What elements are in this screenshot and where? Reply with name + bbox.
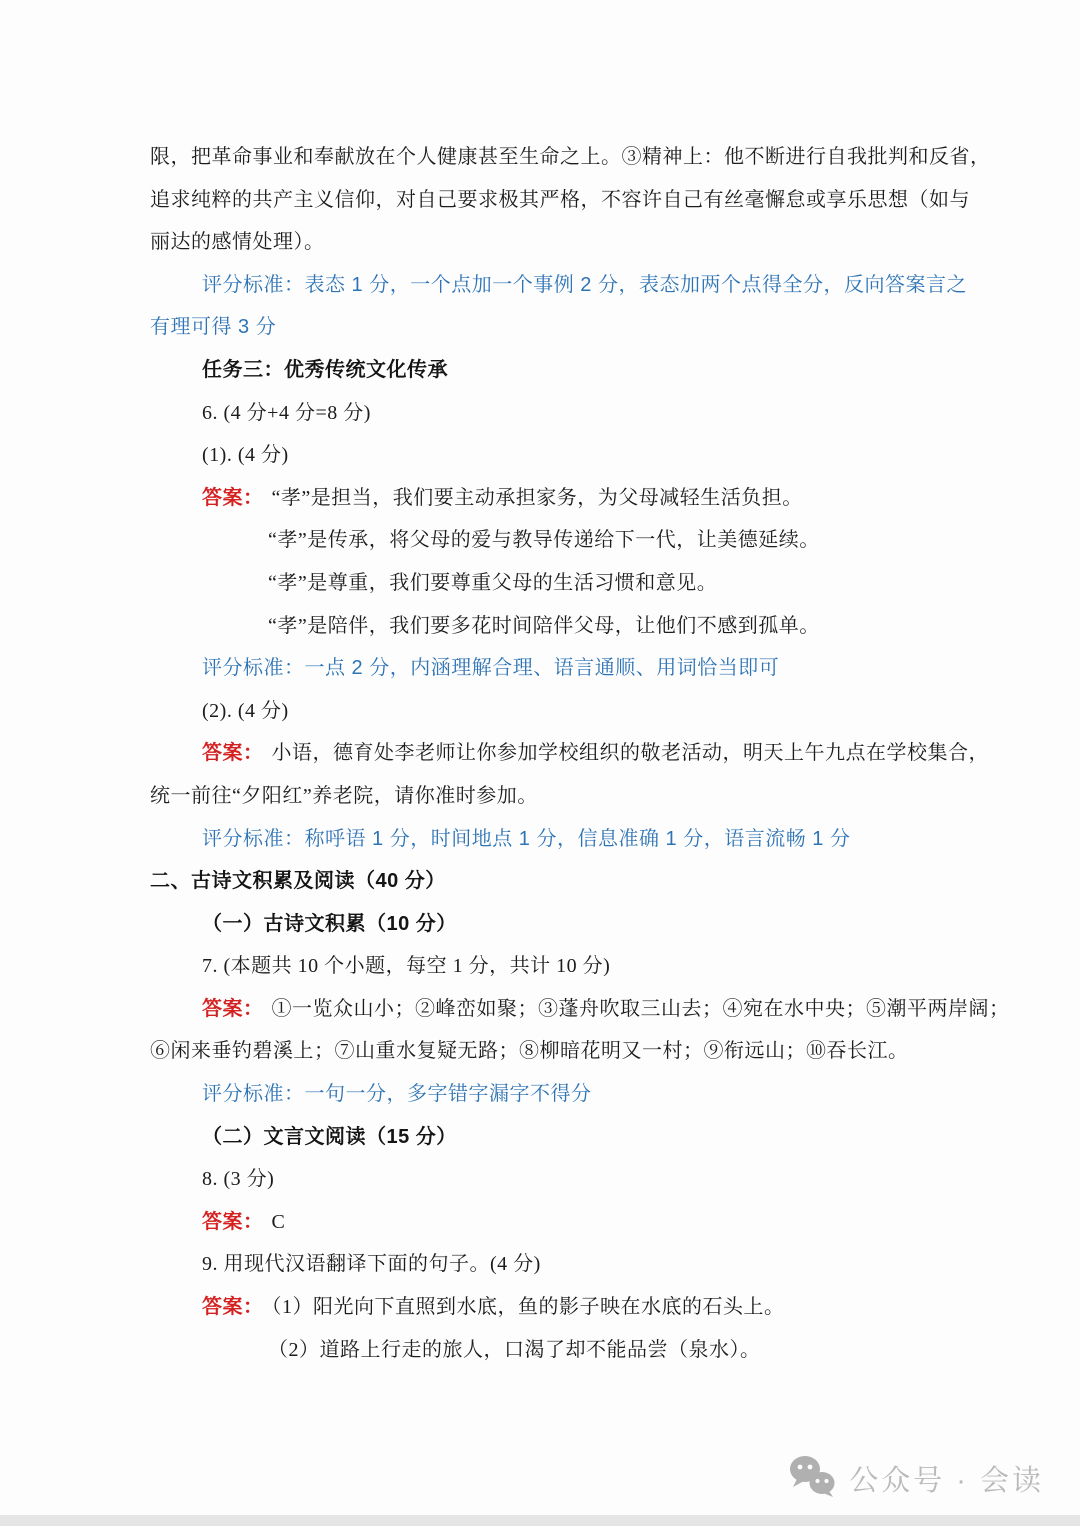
answer-continuation-line: 统一前往“夕阳红”养老院，请你准时参加。	[150, 784, 538, 807]
answer-key-document	[150, 136, 1010, 1371]
question-7-points: 7. (本题共 10 个小题，每空 1 分，共计 10 分)	[202, 955, 611, 978]
answer-continuation-line: “孝”是尊重，我们要尊重父母的生活习惯和意见。	[268, 571, 718, 594]
watermark-text: 公众号 · 会读	[849, 1465, 1044, 1497]
answer-label: 答案：	[202, 742, 264, 765]
page-bottom-edge	[0, 1515, 1080, 1526]
answer-text: “孝”是担当，我们要主动承担家务，为父母减轻生活负担。	[271, 486, 803, 509]
answer-line-q6-1	[150, 477, 950, 520]
scoring-standard-q6-2: 评分标准：称呼语 1 分，时间地点 1 分，信息准确 1 分，语言流畅 1 分	[202, 827, 851, 850]
question-9-prompt: 9. 用现代汉语翻译下面的句子。(4 分)	[202, 1253, 541, 1276]
paragraph-continuation-line: 限，把革命事业和奉献放在个人健康甚至生命之上。③精神上：他不断进行自我批判和反省，	[150, 146, 991, 168]
answer-text: 小语，德育处李老师让你参加学校组织的敬老活动，明天上午九点在学校集合，	[271, 742, 989, 765]
wechat-icon	[789, 1455, 835, 1502]
answer-continuation-line: “孝”是传承，将父母的爱与教导传递给下一代，让美德延续。	[268, 529, 820, 552]
task3-heading: 任务三：优秀传统文化传承	[202, 358, 448, 381]
scoring-standard-q7: 评分标准：一句一分，多字错字漏字不得分	[202, 1083, 592, 1106]
paragraph-continuation-line: 追求纯粹的共产主义信仰，对自己要求极其严格，不容许自己有丝毫懈怠或享乐思想（如与	[150, 188, 970, 211]
answer-line-q9	[150, 1286, 950, 1329]
answer-continuation-line: “孝”是陪伴，我们要多花时间陪伴父母，让他们不感到孤单。	[268, 614, 820, 637]
answer-continuation-line: ⑥闲来垂钓碧溪上；⑦山重水复疑无路；⑧柳暗花明又一村；⑨衔远山；⑩吞长江。	[150, 1040, 909, 1063]
answer-text: （1）阳光向下直照到水底，鱼的影子映在水底的石头上。	[271, 1296, 785, 1319]
question-8-points: 8. (3 分)	[202, 1168, 275, 1191]
answer-label: 答案：	[202, 1296, 264, 1319]
watermark-footer	[789, 1455, 1044, 1502]
question-6-part2: (2). (4 分)	[202, 699, 289, 722]
answer-line-q8	[150, 1201, 950, 1244]
answer-line-q6-2	[150, 732, 989, 775]
subsection-2-heading: （二）文言文阅读（15 分）	[202, 1125, 457, 1148]
answer-label: 答案：	[202, 1210, 264, 1233]
paragraph-continuation-line: 丽达的感情处理）。	[150, 231, 325, 254]
question-6-points: 6. (4 分+4 分=8 分)	[202, 401, 371, 424]
scoring-standard-q6-1: 评分标准：一点 2 分，内涵理解合理、语言通顺、用词恰当即可	[202, 657, 780, 680]
answer-label: 答案：	[202, 997, 264, 1020]
section2-heading: 二、古诗文积累及阅读（40 分）	[150, 870, 446, 893]
answer-text: C	[271, 1210, 286, 1233]
scoring-standard-q5-continuation: 有理可得 3 分	[150, 316, 277, 339]
answer-label: 答案：	[202, 486, 264, 509]
answer-line-q7	[150, 988, 1010, 1031]
scoring-standard-q5: 评分标准：表态 1 分，一个点加一个事例 2 分，表态加两个点得全分，反向答案言之	[202, 273, 967, 296]
question-6-part1: (1). (4 分)	[202, 444, 289, 467]
answer-continuation-line: （2）道路上行走的旅人，口渴了却不能品尝（泉水）。	[268, 1338, 761, 1361]
subsection-1-heading: （一）古诗文积累（10 分）	[202, 912, 457, 935]
answer-text: ①一览众山小；②峰峦如聚；③蓬舟吹取三山去；④宛在水中央；⑤潮平两岸阔；	[271, 997, 1010, 1020]
